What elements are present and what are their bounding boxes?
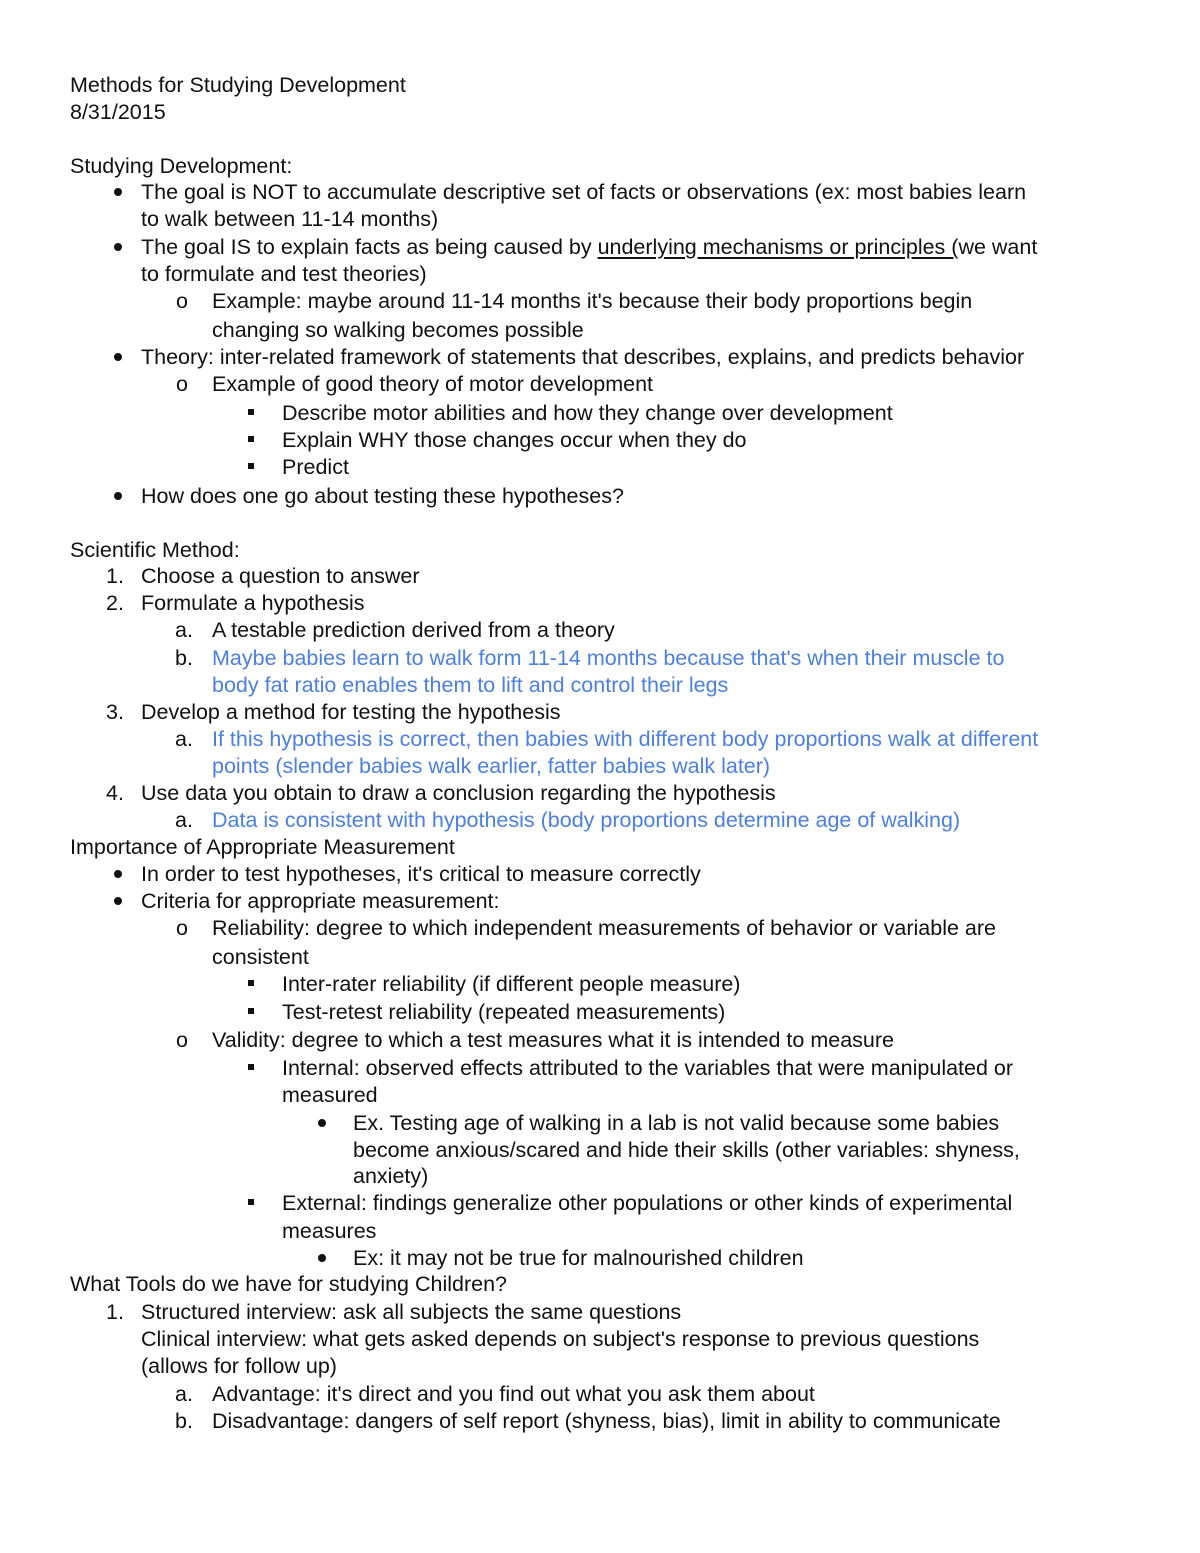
annotation-text: Maybe babies learn to walk form 11-14 months because that's when their muscle to (212, 646, 1005, 670)
sub-list-item: Example of good theory of motor development (212, 372, 654, 396)
list-item: How does one go about testing these hypotheses? (141, 484, 624, 508)
list-number: 2. (106, 591, 124, 615)
list-item-text: The goal IS to explain facts as being caused by (141, 235, 598, 259)
underlined-phrase: underlying mechanisms or principles ( (597, 235, 959, 259)
circle-bullet-icon: o (176, 372, 188, 396)
numbered-item-continuation: Clinical interview: what gets asked depends on subject's response to previous questions (141, 1327, 980, 1351)
document-title: Methods for Studying Development (70, 73, 406, 97)
circle-bullet-icon: o (176, 1028, 188, 1052)
annotation-text: body fat ratio enables them to lift and control their legs (212, 673, 729, 697)
list-letter: a. (175, 1382, 193, 1406)
lettered-item: A testable prediction derived from a theory (212, 618, 615, 642)
list-number: 1. (106, 564, 124, 588)
bullet-icon (114, 870, 122, 878)
list-item-continuation: to walk between 11-14 months) (141, 207, 439, 231)
square-bullet-icon (248, 1064, 254, 1070)
square-bullet-icon (248, 463, 254, 469)
section-heading-scientific-method: Scientific Method: (70, 538, 240, 562)
annotation-text: Data is consistent with hypothesis (body proportions determine age of walking) (212, 808, 961, 832)
example-item: Ex: it may not be true for malnourished children (353, 1246, 804, 1270)
numbered-item: Structured interview: ask all subjects the same questions (141, 1300, 682, 1324)
bullet-icon (114, 492, 122, 500)
numbered-item: Develop a method for testing the hypothesis (141, 700, 561, 724)
sub-sub-list-item: Describe motor abilities and how they change over development (282, 401, 893, 425)
list-item: The goal is NOT to accumulate descriptive set of facts or observations (ex: most babies learn (141, 180, 1027, 204)
list-letter: b. (175, 646, 193, 670)
circle-bullet-icon: o (176, 289, 188, 313)
list-letter: a. (175, 808, 193, 832)
sub-list-item: Reliability: degree to which independent measurements of behavior or variable are (212, 916, 997, 940)
sub-list-item-continuation: changing so walking becomes possible (212, 318, 584, 342)
list-item-continuation: to formulate and test theories) (141, 262, 427, 286)
bullet-icon (318, 1254, 326, 1262)
document-date: 8/31/2015 (70, 100, 166, 124)
sub-sub-list-item: Inter-rater reliability (if different people measure) (282, 972, 741, 996)
list-item: In order to test hypotheses, it's critical to measure correctly (141, 862, 701, 886)
sub-list-item: Validity: degree to which a test measures what it is intended to measure (212, 1028, 894, 1052)
bullet-icon (114, 188, 122, 196)
square-bullet-icon (248, 436, 254, 442)
section-heading-measurement: Importance of Appropriate Measurement (70, 835, 455, 859)
list-item: Theory: inter-related framework of statements that describes, explains, and predicts behavior (141, 345, 1025, 369)
sub-sub-list-item: Predict (282, 455, 349, 479)
numbered-item-continuation: (allows for follow up) (141, 1354, 337, 1378)
sub-sub-list-item-continuation: measures (282, 1219, 377, 1243)
example-item: Ex. Testing age of walking in a lab is not valid because some babies (353, 1111, 1000, 1135)
square-bullet-icon (248, 980, 254, 986)
sub-sub-list-item: Internal: observed effects attributed to the variables that were manipulated or (282, 1056, 1014, 1080)
list-item-text: we want (958, 235, 1038, 259)
bullet-icon (114, 353, 122, 361)
numbered-item: Use data you obtain to draw a conclusion regarding the hypothesis (141, 781, 776, 805)
list-number: 4. (106, 781, 124, 805)
section-heading-tools: What Tools do we have for studying Children? (70, 1272, 508, 1296)
numbered-item: Choose a question to answer (141, 564, 420, 588)
list-item (141, 234, 1037, 261)
list-number: 3. (106, 700, 124, 724)
sub-list-item: Example: maybe around 11-14 months it's because their body proportions begin (212, 289, 973, 313)
list-number: 1. (106, 1300, 124, 1324)
sub-sub-list-item: Explain WHY those changes occur when they do (282, 428, 747, 452)
sub-list-item-continuation: consistent (212, 945, 309, 969)
list-item: Criteria for appropriate measurement: (141, 889, 500, 913)
lettered-item: Disadvantage: dangers of self report (shyness, bias), limit in ability to communicate (212, 1409, 1001, 1433)
bullet-icon (318, 1119, 326, 1127)
numbered-item: Formulate a hypothesis (141, 591, 365, 615)
bullet-icon (114, 243, 122, 251)
sub-sub-list-item: Test-retest reliability (repeated measurements) (282, 1000, 726, 1024)
square-bullet-icon (248, 409, 254, 415)
square-bullet-icon (248, 1008, 254, 1014)
example-item-continuation: become anxious/scared and hide their skills (other variables: shyness, (353, 1138, 1020, 1162)
list-letter: a. (175, 618, 193, 642)
example-item-continuation: anxiety) (353, 1164, 429, 1188)
section-heading-studying-development: Studying Development: (70, 154, 293, 178)
bullet-icon (114, 897, 122, 905)
annotation-text: If this hypothesis is correct, then babies with different body proportions walk at different (212, 727, 1039, 751)
sub-sub-list-item-continuation: measured (282, 1083, 378, 1107)
list-letter: b. (175, 1409, 193, 1433)
sub-sub-list-item: External: findings generalize other populations or other kinds of experimental (282, 1191, 1013, 1215)
circle-bullet-icon: o (176, 916, 188, 940)
lettered-item: Advantage: it's direct and you find out what you ask them about (212, 1382, 815, 1406)
square-bullet-icon (248, 1199, 254, 1205)
list-letter: a. (175, 727, 193, 751)
annotation-text: points (slender babies walk earlier, fatter babies walk later) (212, 754, 771, 778)
